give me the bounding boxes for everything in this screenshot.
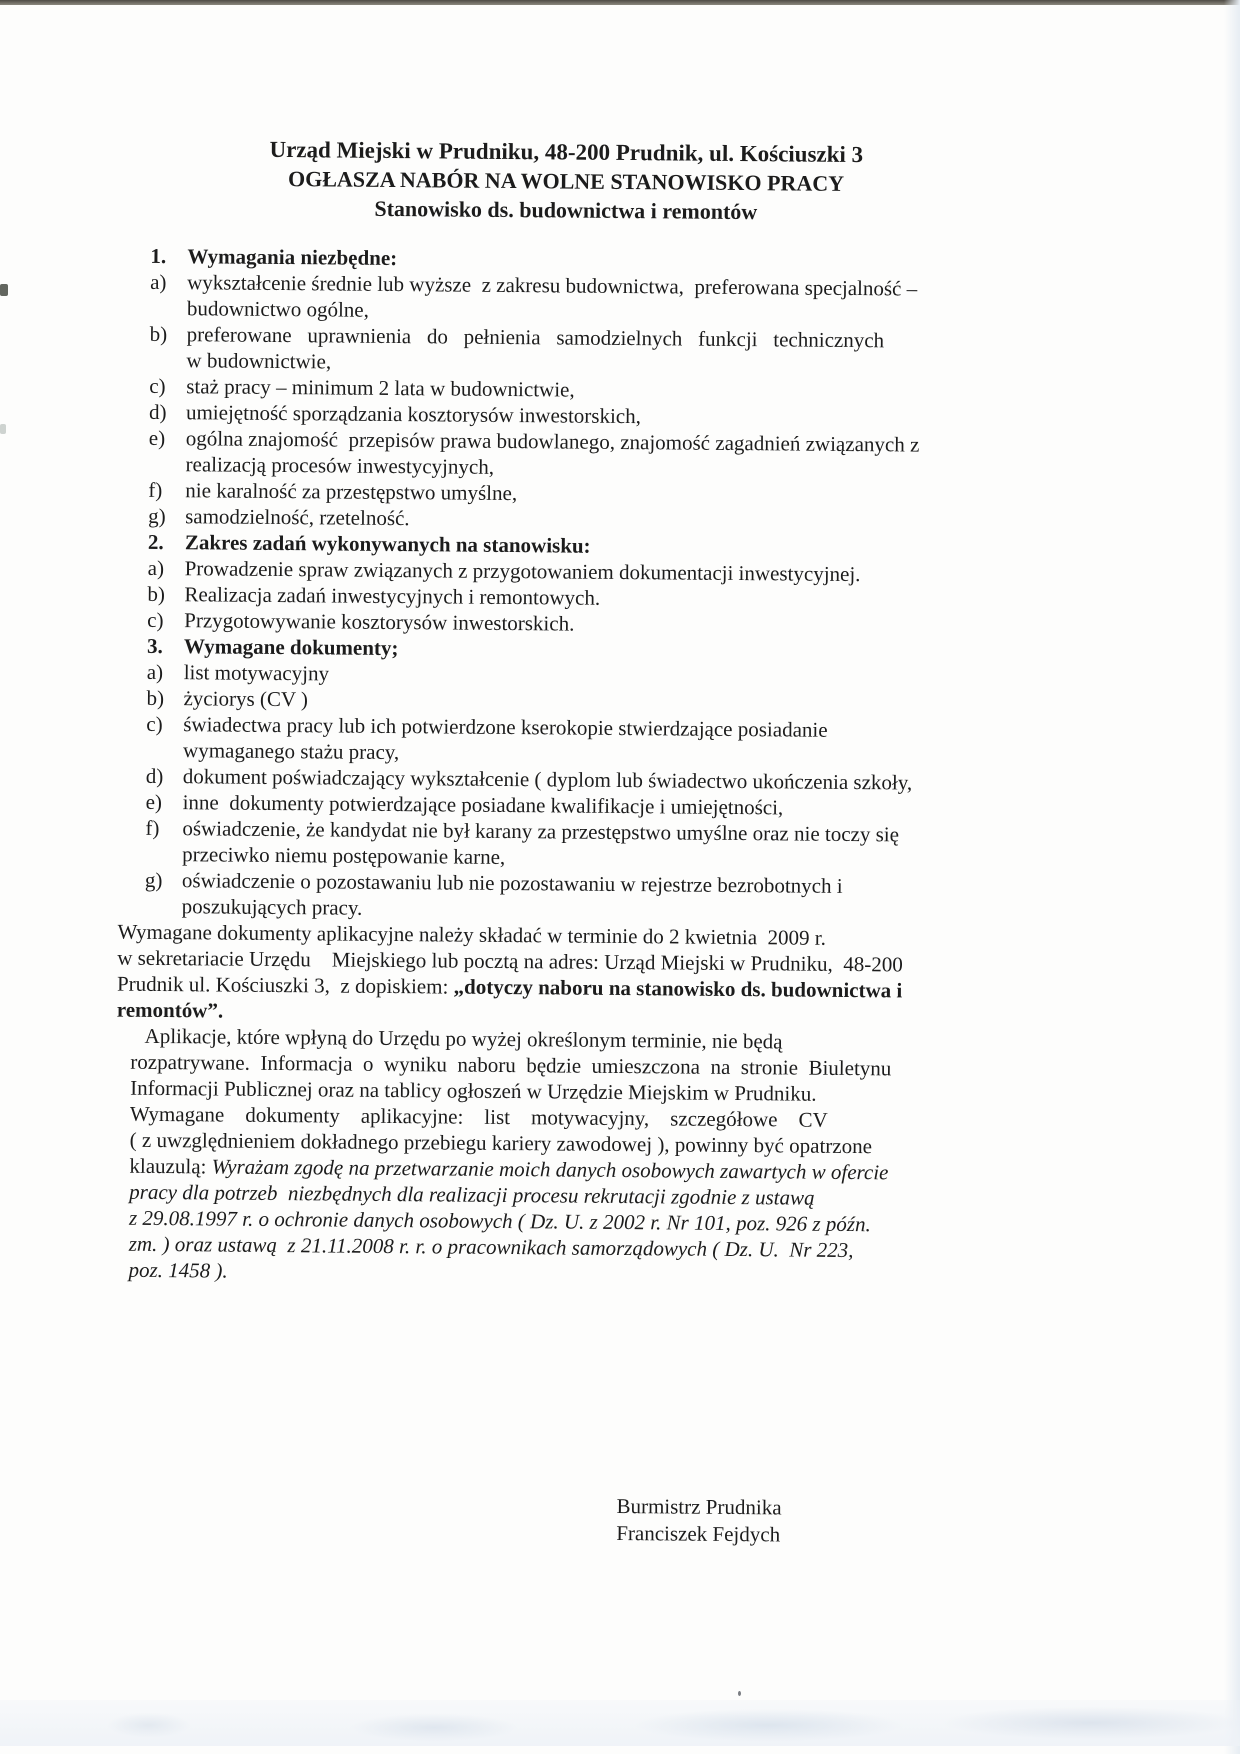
item-label: c)	[147, 607, 164, 633]
text-segment: Wymagane dokumenty aplikacyjne należy składać w terminie do 2 kwietnia 2009 r.	[117, 919, 827, 950]
text-line: oświadczenie o pozostawaniu lub nie pozostawaniu w rejestrze bezrobotnych i	[181, 868, 843, 898]
text-line: list motywacyjny	[183, 660, 330, 686]
item-label: a)	[147, 555, 165, 581]
item-label: e)	[148, 425, 166, 451]
closing-paragraph	[117, 919, 1120, 1032]
item-label: g)	[144, 867, 163, 893]
text-line: poszukujących pracy.	[181, 894, 363, 920]
text-segment: klauzulą:	[129, 1153, 212, 1179]
item-label: b)	[146, 685, 165, 711]
title-line: OGŁASZA NABÓR NA WOLNE STANOWISKO PRACY	[287, 166, 845, 196]
text-segment: Wyrażam zgodę na przetwarzanie moich danych osobowych zawartych w ofercie	[211, 1154, 889, 1185]
section-title: Wymagania niezbędne:	[187, 244, 398, 271]
section-number: 3.	[146, 633, 163, 659]
document-body	[116, 243, 1125, 1291]
item-label: b)	[147, 581, 166, 607]
clause-paragraph	[128, 1023, 1118, 1292]
text-segment: Aplikacje, które wpłyną do Urzędu po wyżej określonym terminie, nie będą	[144, 1023, 783, 1054]
section-title: Zakres zadań wykonywanych na stanowisku:	[184, 530, 591, 558]
text-line: świadectwa pracy lub ich potwierdzone kserokopie stwierdzające posiadanie	[183, 712, 828, 742]
item-label: d)	[148, 399, 167, 425]
text-line: umiejętność sporządzania kosztorysów inwestorskich,	[185, 400, 642, 429]
text-segment: pracy dla potrzeb niezbędnych dla realizacji procesu rekrutacji zgodnie z ustawą	[129, 1179, 815, 1210]
item-label: c)	[149, 373, 166, 399]
item-label: b)	[149, 321, 168, 347]
text-line: Prowadzenie spraw związanych z przygotowaniem dokumentacji inwestycyjnej.	[184, 556, 861, 587]
text-line: w budownictwie,	[186, 348, 332, 374]
signature-name: Franciszek Fejdych	[616, 1520, 781, 1547]
text-line: inne dokumenty potwierdzające posiadane kwalifikacje i umiejętności,	[182, 790, 784, 820]
text-line: wymaganego stażu pracy,	[182, 738, 400, 765]
text-line: preferowane uprawnienia do pełnienia samodzielnych funkcji technicznych	[186, 322, 885, 353]
text-segment: remontów”.	[116, 997, 224, 1023]
text-line: staż pracy – minimum 2 lata w budownictwie,	[186, 374, 575, 402]
text-segment: ( z uwzględnieniem dokładnego przebiegu kariery zawodowej ), powinny być opatrzone	[129, 1127, 873, 1159]
text-line: przeciwko niemu postępowanie karne,	[182, 842, 506, 869]
item-label: f)	[145, 815, 160, 840]
section-title: Wymagane dokumenty;	[183, 634, 399, 661]
scan-speck	[738, 1691, 741, 1696]
text-segment: „dotyczy naboru na stanowisko ds. budownictwa i	[453, 974, 903, 1003]
text-line: samodzielność, rzetelność.	[185, 504, 410, 531]
list-item	[145, 867, 1120, 928]
text-line: budownictwo ogólne,	[186, 296, 370, 322]
document-title	[116, 134, 1017, 229]
section-number: 2.	[147, 529, 164, 555]
title-line: Stanowisko ds. budownictwa i remontów	[374, 195, 758, 225]
scan-bottom-edge-artifact	[0, 1700, 1240, 1746]
text-line: życiorys (CV )	[183, 686, 309, 712]
text-segment: Wymagane dokumenty aplikacyjne: list motywacyjny, szczegółowe CV	[129, 1101, 828, 1132]
item-label: g)	[148, 503, 166, 529]
section-number: 1.	[150, 243, 167, 269]
text-segment: z 29.08.1997 r. o ochronie danych osobowych ( Dz. U. z 2002 r. Nr 101, poz. 926 z późn.	[128, 1205, 871, 1237]
text-line: oświadczenie, że kandydat nie był karany za przestępstwo umyślne oraz nie toczy się	[182, 816, 900, 847]
title-line: Urząd Miejski w Prudniku, 48-200 Prudnik, ul. Kościuszki 3	[269, 136, 864, 168]
list-item	[145, 815, 1120, 876]
text-segment: zm. ) oraz ustawą z 21.11.2008 r. r. o pracownikach samorządowych ( Dz. U. Nr 223,	[128, 1231, 854, 1263]
text-line: Realizacja zadań inwestycyjnych i remontowych.	[184, 582, 601, 610]
text-line: nie karalność za przestępstwo umyślne,	[185, 478, 518, 506]
item-label: e)	[145, 789, 163, 814]
item-label: a)	[146, 659, 164, 685]
list-item	[146, 711, 1121, 772]
list-item	[149, 321, 1124, 382]
text-line: ogólna znajomość przepisów prawa budowlanego, znajomość zagadnień związanych z	[185, 426, 920, 457]
list-item	[150, 269, 1125, 330]
item-label: f)	[148, 477, 163, 502]
text-line: dokument poświadczający wykształcenie ( dyplom lub świadectwo ukończenia szkoły,	[182, 764, 913, 795]
signature-role: Burmistrz Prudnika	[616, 1493, 782, 1520]
text-segment: Prudnik ul. Kościuszki 3, z dopiskiem:	[116, 971, 454, 999]
list-item	[148, 425, 1123, 486]
text-line: realizacją procesów inwestycyjnych,	[185, 452, 495, 479]
text-segment: w sekretariacie Urzędu Miejskiego lub pocztą na adres: Urząd Miejski w Prudniku, 48-200	[117, 945, 903, 977]
text-segment: poz. 1458 ).	[128, 1257, 228, 1283]
signature-block	[616, 1493, 1234, 1552]
item-label: c)	[146, 711, 163, 737]
text-segment: Informacji Publicznej oraz na tablicy ogłoszeń w Urzędzie Miejskim w Prudniku.	[130, 1075, 817, 1106]
item-label: d)	[145, 763, 164, 789]
item-label: a)	[150, 269, 167, 295]
text-line: wykształcenie średnie lub wyższe z zakresu budownictwa, preferowana specjalność –	[187, 270, 918, 301]
text-line: Przygotowywanie kosztorysów inwestorskich.	[184, 608, 575, 636]
text-segment: rozpatrywane. Informacja o wyniku naboru będzie umieszczona na stronie Biuletynu	[130, 1049, 892, 1081]
